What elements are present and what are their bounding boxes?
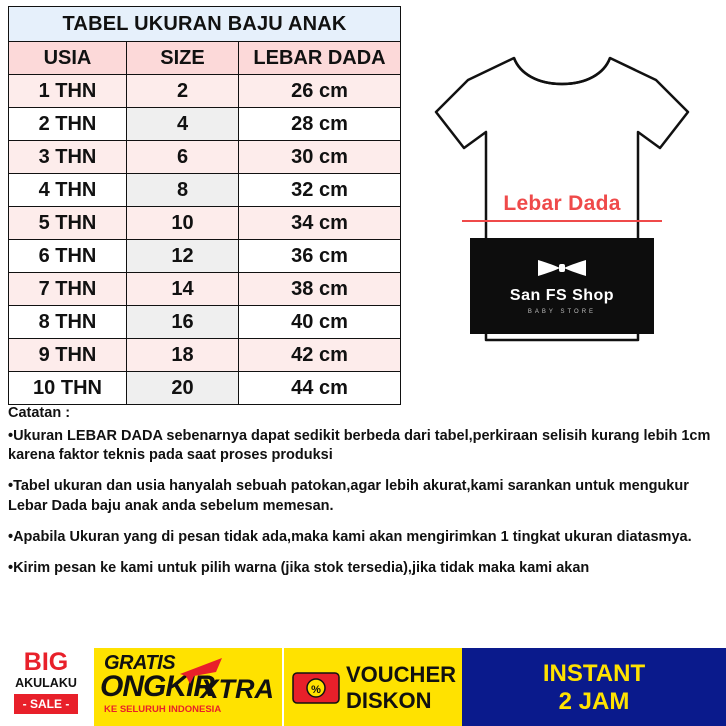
table-row [9, 207, 401, 240]
notes-section [8, 404, 714, 590]
banner-voucher-diskon [282, 648, 462, 726]
cell-usia: 6 THN [9, 240, 127, 273]
banner-ongkir-sub: KE SELURUH INDONESIA [104, 704, 222, 715]
svg-text:%: % [311, 684, 321, 696]
banner-big-sale [0, 648, 94, 726]
banner-gratis-ongkir [94, 648, 282, 726]
cell-usia: 5 THN [9, 207, 127, 240]
cell-size: 14 [127, 273, 239, 306]
lebar-dada-label: Lebar Dada [503, 192, 621, 215]
brand-name: San FS Shop [509, 287, 615, 304]
cell-size: 12 [127, 240, 239, 273]
banner-gratis-label: GRATIS [104, 652, 176, 674]
cell-lebar: 26 cm [239, 75, 401, 108]
cell-usia: 4 THN [9, 174, 127, 207]
note-item-3: •Apabila Ukuran yang di pesan tidak ada,maka kami akan mengirimkan 1 tingkat ukuran diatasmya. [8, 528, 692, 545]
bowtie-icon [536, 257, 588, 279]
cell-size: 10 [127, 207, 239, 240]
table-row [9, 108, 401, 141]
table-title: TABEL UKURAN BAJU ANAK [9, 7, 401, 42]
cell-lebar: 44 cm [239, 372, 401, 405]
table-row [9, 306, 401, 339]
cell-usia: 3 THN [9, 141, 127, 174]
cell-usia: 1 THN [9, 75, 127, 108]
banner-akulaku-label: AKULAKU [15, 676, 77, 690]
note-item-4: •Kirim pesan ke kami untuk pilih warna (jika stok tersedia),jika tidak maka kami akan [8, 559, 590, 576]
cell-size: 18 [127, 339, 239, 372]
table-row [9, 75, 401, 108]
cell-usia: 8 THN [9, 306, 127, 339]
brand-tagline: BABY STORE [527, 309, 597, 315]
table-row [9, 141, 401, 174]
cell-lebar: 32 cm [239, 174, 401, 207]
table-row [9, 174, 401, 207]
cell-lebar: 28 cm [239, 108, 401, 141]
cell-usia: 2 THN [9, 108, 127, 141]
table-row [9, 240, 401, 273]
banner-ongkir-label: ONGKIR [100, 670, 214, 703]
note-item-1: •Ukuran LEBAR DADA sebenarnya dapat sedikit berbeda dari tabel,perkiraan selisih kurang lebih 1cm karena faktor teknis pada saat proses produksi [8, 428, 711, 464]
lebar-dada-measure-line [462, 220, 662, 222]
cell-size: 6 [127, 141, 239, 174]
cell-lebar: 36 cm [239, 240, 401, 273]
brand-logo-box [470, 238, 654, 334]
cell-size: 20 [127, 372, 239, 405]
size-table [8, 6, 401, 405]
banner-sale-tag: - SALE - [14, 694, 78, 714]
table-row [9, 273, 401, 306]
banner-2jam-label: 2 JAM [558, 688, 630, 715]
column-header-usia: USIA [9, 42, 127, 75]
cell-lebar: 30 cm [239, 141, 401, 174]
note-item-2: •Tabel ukuran dan usia hanyalah sebuah patokan,agar lebih akurat,kami sarankan untuk mengukur Lebar Dada baju anak anda sebelum memesan. [8, 478, 689, 514]
banner-voucher-label: VOUCHER [346, 662, 457, 687]
banner-instant-label: INSTANT [542, 660, 646, 687]
size-table-container [8, 6, 400, 405]
cell-lebar: 38 cm [239, 273, 401, 306]
table-row [9, 339, 401, 372]
notes-heading: Catatan : [8, 405, 71, 421]
cell-usia: 9 THN [9, 339, 127, 372]
money-voucher-icon [292, 672, 340, 704]
cell-usia: 7 THN [9, 273, 127, 306]
banner-xtra-label: XTRA [200, 674, 274, 704]
cell-lebar: 34 cm [239, 207, 401, 240]
cell-size: 4 [127, 108, 239, 141]
cell-size: 2 [127, 75, 239, 108]
cell-size: 8 [127, 174, 239, 207]
banner-instant-2jam [462, 648, 726, 726]
promo-banner-strip [0, 648, 726, 726]
column-header-lebar-dada: LEBAR DADA [239, 42, 401, 75]
table-title-row [9, 7, 401, 42]
cell-size: 16 [127, 306, 239, 339]
table-header-row [9, 42, 401, 75]
table-row [9, 372, 401, 405]
cell-lebar: 42 cm [239, 339, 401, 372]
tshirt-illustration [406, 40, 718, 390]
column-header-size: SIZE [127, 42, 239, 75]
cell-usia: 10 THN [9, 372, 127, 405]
cell-lebar: 40 cm [239, 306, 401, 339]
banner-diskon-label: DISKON [346, 688, 432, 713]
banner-big-label: BIG [23, 648, 69, 676]
